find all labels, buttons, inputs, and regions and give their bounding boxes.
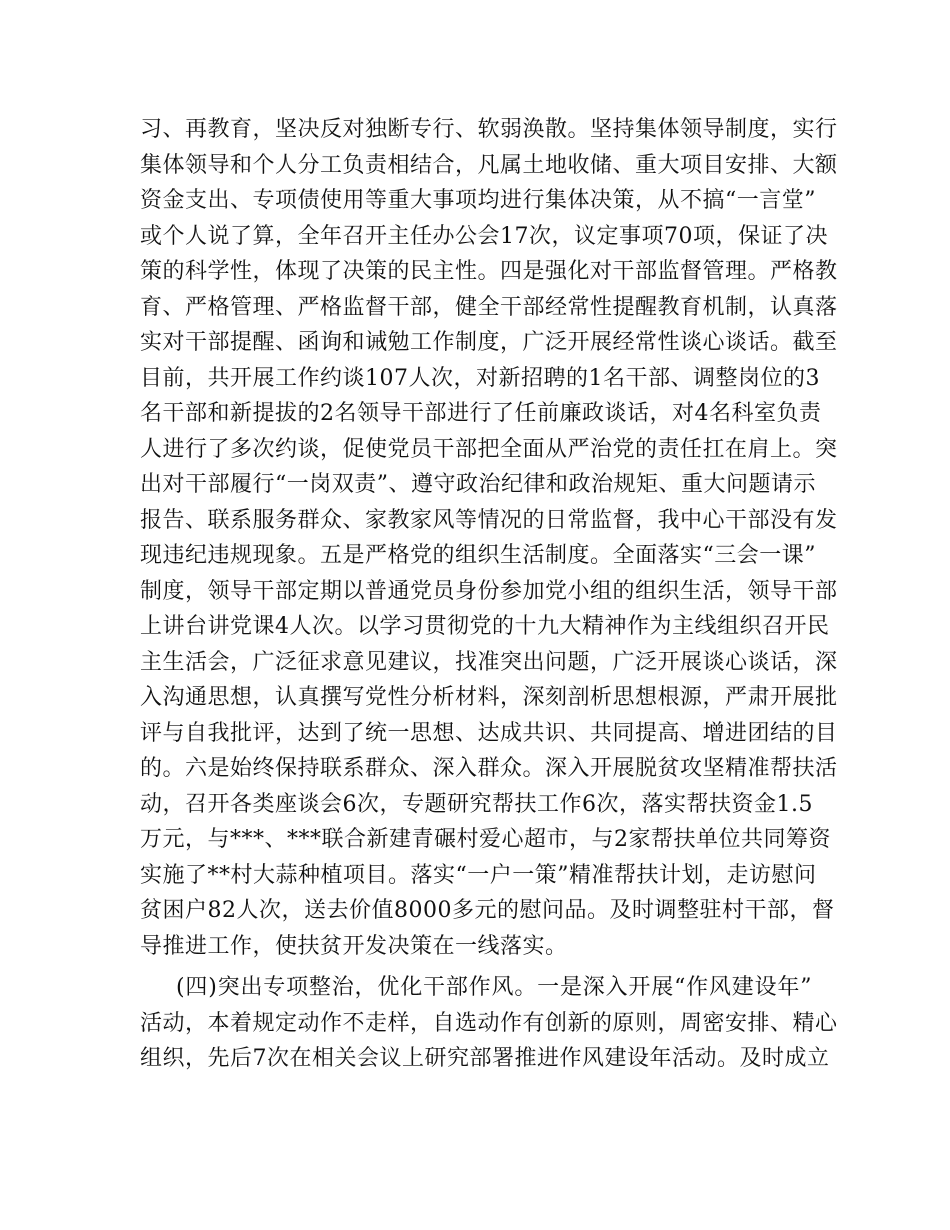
body-text bbox=[140, 112, 838, 1077]
text-line: 万元，与***、***联合新建青碾村爱心超市，与2家帮扶单位共同筹资 bbox=[140, 827, 831, 852]
text-line: 报告、联系服务群众、家教家风等情况的日常监督，我中心干部没有发 bbox=[140, 507, 838, 533]
text-line: 策的科学性，体现了决策的民主性。四是强化对干部监督管理。严格教 bbox=[140, 259, 838, 284]
text-line: 育、严格管理、严格监督干部，健全干部经常性提醒教育机制，认真落 bbox=[140, 294, 838, 320]
text-line: 实对干部提醒、函询和诫勉工作制度，广泛开展经常性谈心谈话。截至 bbox=[140, 330, 838, 355]
text-line: 贫困户82人次，送去价值8000多元的慰问品。及时调整驻村干部，督 bbox=[140, 898, 835, 923]
text-line: 评与自我批评，达到了统一思想、达成共识、共同提高、增进团结的目 bbox=[140, 720, 838, 746]
text-line: (四)突出专项整治，优化干部作风。一是深入开展“作风建设年” bbox=[176, 975, 812, 1000]
text-line: 主生活会，广泛征求意见建议，找准突出问题，广泛开展谈心谈话，深 bbox=[140, 649, 838, 675]
text-line: 集体领导和个人分工负责相结合，凡属土地收储、重大项目安排、大额 bbox=[140, 152, 838, 178]
text-line: 活动，本着规定动作不走样，自选动作有创新的原则，周密安排、精心 bbox=[140, 1010, 838, 1036]
text-line: 导推进工作，使扶贫开发决策在一线落实。 bbox=[140, 933, 568, 959]
paragraph-1 bbox=[140, 112, 838, 964]
text-line: 组织，先后7次在相关会议上研究部署推进作风建设年活动。及时成立 bbox=[140, 1046, 830, 1071]
text-line: 名干部和新提拔的2名领导干部进行了任前廉政谈话，对4名科室负责 bbox=[140, 401, 822, 426]
text-line: 上讲台讲党课4人次。以学习贯彻党的十九大精神作为主线组织召开民 bbox=[140, 614, 830, 639]
text-line: 现违纪违规现象。五是严格党的组织生活制度。全面落实“三会一课” bbox=[140, 543, 816, 568]
text-line: 动，召开各类座谈会6次，专题研究帮扶工作6次，落实帮扶资金1.5 bbox=[140, 791, 813, 817]
paragraph-2 bbox=[140, 970, 838, 1077]
text-line: 的。六是始终保持联系群众、深入群众。深入开展脱贫攻坚精准帮扶活 bbox=[140, 756, 838, 781]
text-line: 人进行了多次约谈，促使党员干部把全面从严治党的责任扛在肩上。突 bbox=[140, 436, 838, 462]
text-line: 实施了**村大蒜种植项目。落实“一户一策”精准帮扶计划，走访慰问 bbox=[140, 862, 817, 888]
text-line: 入沟通思想，认真撰写党性分析材料，深刻剖析思想根源，严肃开展批 bbox=[140, 685, 838, 710]
text-line: 出对干部履行“一岗双责”、遵守政治纪律和政治规矩、重大问题请示 bbox=[140, 472, 816, 497]
text-line: 制度，领导干部定期以普通党员身份参加党小组的组织生活，领导干部 bbox=[140, 578, 838, 604]
text-line: 资金支出、专项债使用等重大事项均进行集体决策，从不搞“一言堂” bbox=[140, 188, 816, 213]
text-line: 目前，共开展工作约谈107人次，对新招聘的1名干部、调整岗位的3 bbox=[140, 365, 820, 391]
text-line: 习、再教育，坚决反对独断专行、软弱涣散。坚持集体领导制度，实行 bbox=[140, 117, 838, 142]
text-line: 或个人说了算，全年召开主任办公会17次，议定事项70项，保证了决 bbox=[140, 223, 828, 249]
